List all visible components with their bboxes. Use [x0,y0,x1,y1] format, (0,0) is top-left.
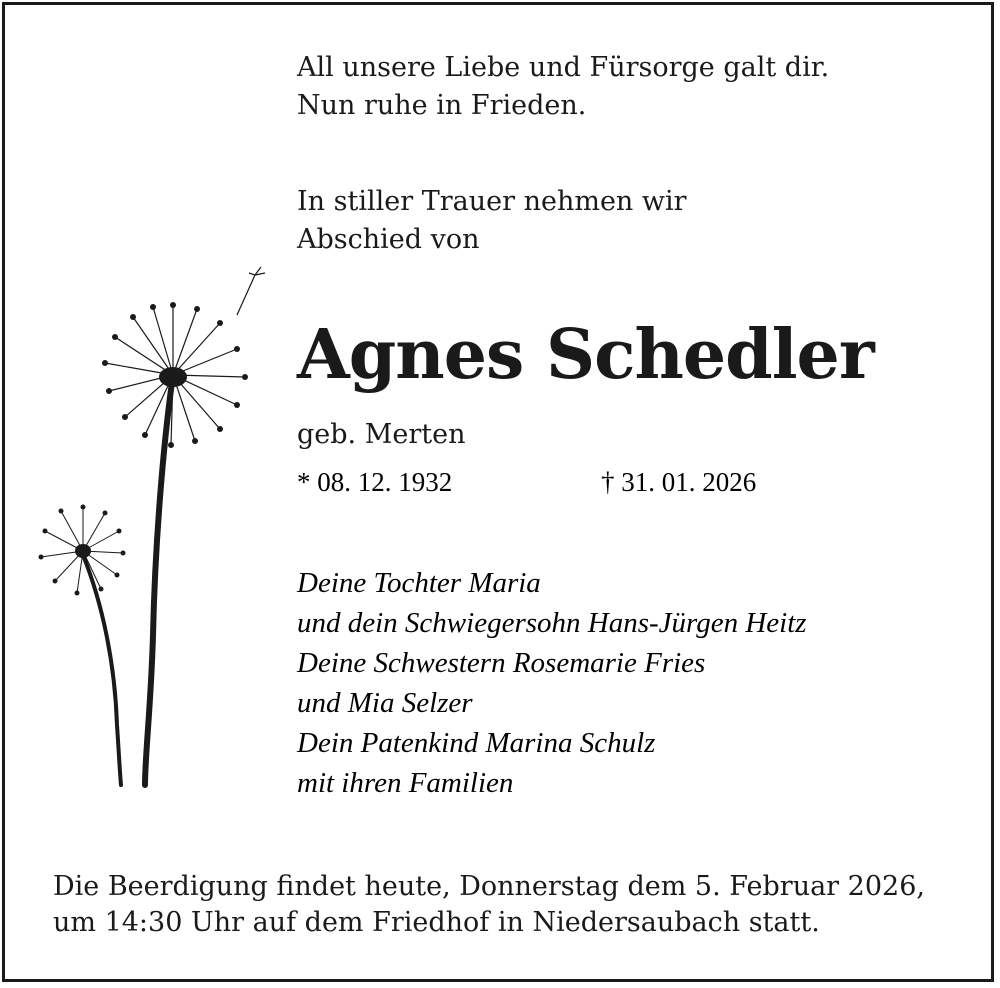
mourner-line-1: Deine Tochter Maria [297,567,541,599]
intro-line-3: In stiller Trauer nehmen wir [297,186,687,217]
obituary-card [2,2,994,982]
mourner-line-2: und dein Schwiegersohn Hans-Jürgen Heitz [297,607,807,639]
intro-line-4: Abschied von [297,224,480,255]
mourner-line-3: Deine Schwestern Rosemarie Fries [297,647,706,679]
mourner-line-4: und Mia Selzer [297,687,473,719]
birth-name: geb. Merten [297,419,466,450]
funeral-line-1: Die Beerdigung findet heute, Donnerstag dem 5. Februar 2026, [53,871,925,902]
funeral-line-2: um 14:30 Uhr auf dem Friedhof in Niedersaubach statt. [53,907,820,938]
intro-line-1: All unsere Liebe und Fürsorge galt dir. [297,52,830,83]
dandelion-icon [25,245,285,805]
mourner-line-6: mit ihren Familien [297,767,514,799]
intro-line-2: Nun ruhe in Frieden. [297,90,587,121]
birth-date: * 08. 12. 1932 [297,467,453,497]
mourner-line-5: Dein Patenkind Marina Schulz [297,727,656,759]
deceased-name: Agnes Schedler [297,315,874,395]
death-date: † 31. 01. 2026 [601,467,757,497]
